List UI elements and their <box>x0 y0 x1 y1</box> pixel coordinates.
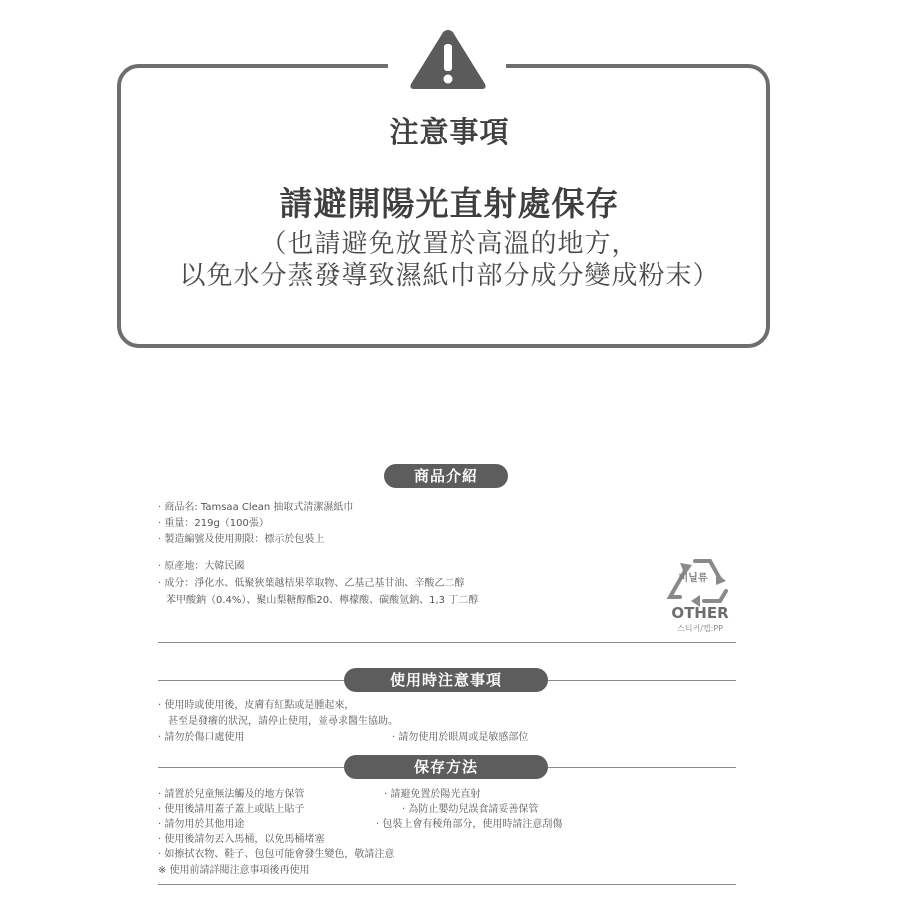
caution-title: 注意事項 <box>389 115 510 149</box>
storage-line: · 如擦拭衣物、鞋子、包包可能會發生變色，敬請注意 <box>158 849 395 860</box>
storage-line: · 請避免置於陽光直射 <box>384 789 481 800</box>
section-divider <box>158 642 736 643</box>
product-heading: 商品介紹 <box>384 464 508 488</box>
storage-line: · 請勿用於其他用途 <box>158 819 245 830</box>
product-line: · 製造編號及使用期限：標示於包裝上 <box>158 534 325 545</box>
storage-line: · 使用後請用蓋子蓋上或貼上貼子 <box>158 804 305 815</box>
caution-sub-line-1: （也請避免放置於高溫的地方， <box>260 229 639 259</box>
recycle-material-note: 스티커/캡:PP <box>677 624 723 633</box>
usage-line: 甚至是發癢的狀況，請停止使用，並尋求醫生協助。 <box>168 716 398 727</box>
storage-line: · 包裝上會有稜角部分，使用時請注意刮傷 <box>376 819 563 830</box>
usage-line: · 請勿使用於眼周或是敏感部位 <box>392 732 529 743</box>
product-line: 苯甲酸鈉（0.4%）、聚山梨糖醇酯20、檸檬酸、碳酸氫鈉、1,3 丁二醇 <box>166 595 479 606</box>
caution-main-message: 請避開陽光直射處保存 <box>279 184 620 223</box>
recycle-other-label: OTHER <box>671 604 729 622</box>
storage-heading: 保存方法 <box>344 755 548 779</box>
usage-line: · 使用時或使用後，皮膚有紅點或是腫起來， <box>158 700 355 711</box>
product-line: · 成分：淨化水、低聚狹葉越桔果萃取物、乙基己基甘油、辛酸乙二醇 <box>158 578 465 589</box>
usage-heading: 使用時注意事項 <box>344 668 548 692</box>
bottom-divider <box>158 884 736 885</box>
product-line: · 重量：219g（100張） <box>158 518 269 529</box>
caution-sub-line-2: 以免水分蒸發導致濕紙巾部分成分變成粉末） <box>179 261 720 291</box>
recycle-category-label: 비닐류 <box>678 573 708 584</box>
product-line: · 商品名: Tamsaa Clean 抽取式清潔濕紙巾 <box>158 502 354 513</box>
storage-line: ※ 使用前請詳閱注意事項後再使用 <box>158 865 310 876</box>
storage-line: · 請置於兒童無法觸及的地方保管 <box>158 789 305 800</box>
product-line: · 原產地：大韓民國 <box>158 561 245 572</box>
warning-icon <box>407 26 489 92</box>
usage-line: · 請勿於傷口處使用 <box>158 732 245 743</box>
storage-line: · 使用後請勿丟入馬桶，以免馬桶堵塞 <box>158 834 325 845</box>
storage-line: · 為防止嬰幼兒誤食請妥善保管 <box>402 804 539 815</box>
